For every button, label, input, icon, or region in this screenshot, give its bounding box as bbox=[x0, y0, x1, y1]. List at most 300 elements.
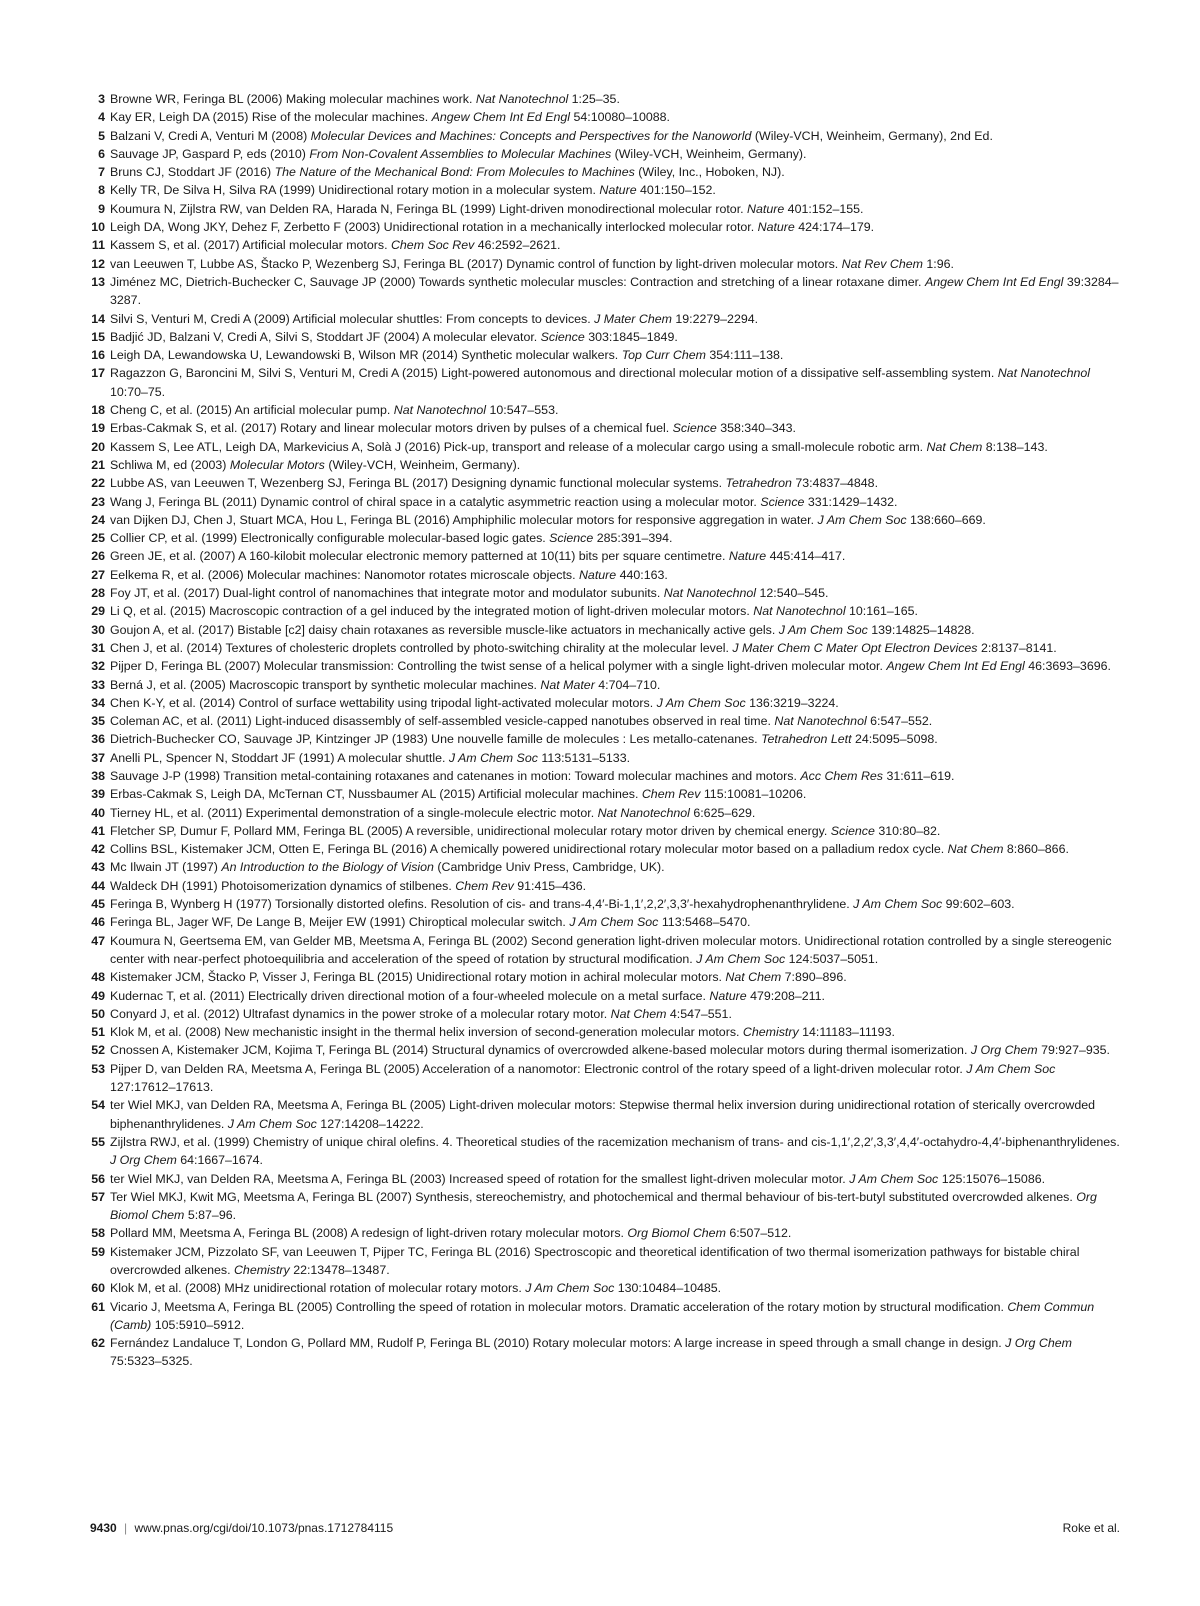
reference-text bbox=[110, 822, 1120, 840]
reference-text bbox=[110, 1005, 1120, 1023]
reference-citation: Leigh DA, Lewandowska U, Lewandowski B, Wilson MR (2014) Synthetic molecular walkers. bbox=[110, 348, 622, 363]
reference-volume-pages: 445:414–417. bbox=[766, 549, 846, 564]
reference-text bbox=[110, 474, 1120, 492]
reference-volume-pages: 8:860–866. bbox=[1003, 842, 1069, 857]
reference-text bbox=[110, 346, 1120, 364]
reference-volume-pages: 124:5037–5051. bbox=[785, 951, 879, 966]
reference-source: Nature bbox=[757, 220, 795, 235]
reference-number: 38 bbox=[91, 768, 105, 783]
reference-number: 53 bbox=[91, 1061, 105, 1076]
reference-volume-pages: 479:208–211. bbox=[746, 988, 825, 1003]
page-number: 9430 bbox=[90, 1521, 117, 1535]
reference-number: 54 bbox=[91, 1098, 105, 1113]
reference-volume-pages: 12:540–545. bbox=[756, 586, 829, 601]
reference-number: 20 bbox=[91, 439, 105, 454]
reference-text bbox=[110, 547, 1120, 565]
reference-text bbox=[110, 877, 1120, 895]
reference-volume-pages: 54:10080–10088. bbox=[570, 110, 670, 125]
reference-number: 16 bbox=[91, 348, 105, 363]
reference-number: 27 bbox=[91, 567, 105, 582]
reference-item bbox=[90, 584, 1120, 602]
reference-number: 61 bbox=[91, 1299, 105, 1314]
reference-number: 55 bbox=[91, 1134, 105, 1149]
reference-number: 29 bbox=[91, 604, 105, 619]
reference-volume-pages: 46:2592–2621. bbox=[474, 238, 561, 253]
reference-citation: Cheng C, et al. (2015) An artificial molecular pump. bbox=[110, 403, 394, 418]
reference-volume-pages: 4:547–551. bbox=[666, 1006, 732, 1021]
reference-source: Nat Mater bbox=[540, 677, 595, 692]
reference-text bbox=[110, 1041, 1120, 1059]
reference-item bbox=[90, 621, 1120, 639]
reference-number: 11 bbox=[91, 238, 105, 253]
reference-item bbox=[90, 273, 1120, 310]
reference-number: 43 bbox=[91, 860, 105, 875]
reference-source: Nat Nanotechnol bbox=[393, 403, 487, 418]
reference-volume-pages: (Wiley-VCH, Weinheim, Germany). bbox=[611, 146, 807, 161]
reference-volume-pages: 6:547–552. bbox=[866, 714, 933, 729]
reference-volume-pages: 64:1667–1674. bbox=[176, 1153, 263, 1168]
reference-item bbox=[90, 1060, 1120, 1097]
reference-volume-pages: 113:5468–5470. bbox=[658, 915, 751, 930]
reference-source: Tetrahedron Lett bbox=[761, 732, 852, 747]
reference-citation: Silvi S, Venturi M, Credi A (2009) Artificial molecular shuttles: From concepts to devices. bbox=[110, 311, 595, 326]
reference-text bbox=[110, 1096, 1120, 1133]
reference-text bbox=[110, 493, 1120, 511]
reference-citation: Pijper D, Feringa BL (2007) Molecular transmission: Controlling the twist sense of a helical polymer with a single light-driven molecular motor. bbox=[110, 659, 887, 674]
reference-source: The Nature of the Mechanical Bond: From Molecules to Machines bbox=[274, 165, 635, 180]
reference-text bbox=[110, 181, 1120, 199]
reference-volume-pages: (Wiley-VCH, Weinheim, Germany), 2nd Ed. bbox=[751, 128, 993, 143]
reference-number: 42 bbox=[91, 842, 105, 857]
reference-item bbox=[90, 749, 1120, 767]
reference-item bbox=[90, 310, 1120, 328]
reference-citation: Klok M, et al. (2008) MHz unidirectional rotation of molecular rotary motors. bbox=[110, 1281, 526, 1296]
reference-citation: Badjić JD, Balzani V, Credi A, Silvi S, Stoddart JF (2004) A molecular elevator. bbox=[110, 329, 541, 344]
reference-source: Chem Rev bbox=[455, 878, 514, 893]
reference-citation: Kay ER, Leigh DA (2015) Rise of the molecular machines. bbox=[110, 110, 432, 125]
reference-volume-pages: 401:152–155. bbox=[784, 201, 864, 216]
reference-volume-pages: 22:13478–13487. bbox=[289, 1263, 390, 1277]
reference-volume-pages: 75:5323–5325. bbox=[110, 1354, 193, 1369]
reference-number: 50 bbox=[91, 1006, 105, 1021]
reference-volume-pages: 138:660–669. bbox=[906, 512, 986, 527]
reference-source: From Non-Covalent Assemblies to Molecular Machines bbox=[309, 146, 612, 161]
reference-number: 24 bbox=[91, 512, 105, 527]
reference-item bbox=[90, 474, 1120, 492]
reference-volume-pages: 354:111–138. bbox=[705, 348, 784, 363]
reference-number: 4 bbox=[98, 110, 105, 125]
reference-item bbox=[90, 511, 1120, 529]
reference-text bbox=[110, 328, 1120, 346]
footer-separator: | bbox=[124, 1521, 128, 1535]
reference-text bbox=[110, 932, 1120, 969]
reference-item bbox=[90, 163, 1120, 181]
reference-number: 21 bbox=[91, 457, 105, 472]
reference-volume-pages: 10:161–165. bbox=[845, 604, 918, 619]
reference-citation: Balzani V, Credi A, Venturi M (2008) bbox=[110, 128, 311, 143]
reference-citation: Kassem S, Lee ATL, Leigh DA, Markevicius A, Solà J (2016) Pick-up, transport and release of a molecular cargo using a small-molecule robotic arm. bbox=[110, 439, 927, 454]
reference-item bbox=[90, 858, 1120, 876]
reference-text bbox=[110, 566, 1120, 584]
reference-source: Nature bbox=[599, 183, 637, 198]
reference-citation: Erbas-Cakmak S, Leigh DA, McTernan CT, Nussbaumer AL (2015) Artificial molecular machines. bbox=[110, 787, 642, 802]
reference-text bbox=[110, 236, 1120, 254]
reference-text bbox=[110, 1170, 1120, 1188]
reference-volume-pages: 46:3693–3696. bbox=[1024, 659, 1111, 674]
reference-citation: Collier CP, et al. (1999) Electronically configurable molecular-based logic gates. bbox=[110, 531, 550, 546]
reference-text bbox=[110, 90, 1120, 108]
reference-citation: Koumura N, Geertsema EM, van Gelder MB, Meetsma A, Feringa BL (2002) Second generation light-driven molecular motors. Unidirectional rotation controlled by a single stereogenic center with near-perfect photoequilibria and acceleration of the speed of rotation by structural modification. bbox=[110, 933, 1112, 966]
reference-source: Chemistry bbox=[233, 1263, 290, 1277]
reference-text bbox=[110, 785, 1120, 803]
reference-item bbox=[90, 236, 1120, 254]
reference-volume-pages: 19:2279–2294. bbox=[671, 311, 759, 326]
reference-item bbox=[90, 1298, 1120, 1335]
reference-item bbox=[90, 987, 1120, 1005]
reference-source: J Am Chem Soc bbox=[966, 1061, 1056, 1076]
reference-text bbox=[110, 858, 1120, 876]
reference-citation: Kudernac T, et al. (2011) Electrically driven directional motion of a four-wheeled molecule on a metal surface. bbox=[110, 988, 710, 1003]
reference-citation: Goujon A, et al. (2017) Bistable [c2] daisy chain rotaxanes as reversible muscle-like actuators in mechanically active gels. bbox=[110, 622, 779, 637]
reference-source: J Am Chem Soc bbox=[778, 622, 868, 637]
reference-text bbox=[110, 273, 1120, 310]
reference-source: Angew Chem Int Ed Engl bbox=[431, 110, 571, 125]
reference-item bbox=[90, 1224, 1120, 1242]
reference-volume-pages: 130:10484–10485. bbox=[614, 1281, 722, 1296]
reference-citation: Vicario J, Meetsma A, Feringa BL (2005) Controlling the speed of rotation in molecular motors. Dramatic acceleration of the rotary motion by structural modification. bbox=[110, 1299, 1008, 1314]
reference-item bbox=[90, 822, 1120, 840]
reference-citation: Green JE, et al. (2007) A 160-kilobit molecular electronic memory patterned at 10(11) bits per square centimetre. bbox=[110, 549, 729, 564]
reference-number: 28 bbox=[91, 586, 105, 601]
reference-volume-pages: 8:138–143. bbox=[982, 439, 1048, 454]
reference-item bbox=[90, 785, 1120, 803]
reference-item bbox=[90, 90, 1120, 108]
reference-text bbox=[110, 1334, 1120, 1371]
reference-source: Nat Nanotechnol bbox=[774, 714, 867, 729]
reference-citation: Feringa B, Wynberg H (1977) Torsionally distorted olefins. Resolution of cis- and trans-4,4′-Bi-1,1′,2,2′,3,3′-hexahydrophenanthrylidene. bbox=[110, 897, 854, 912]
reference-item bbox=[90, 932, 1120, 969]
reference-text bbox=[110, 913, 1120, 931]
reference-citation: Schliwa M, ed (2003) bbox=[110, 457, 230, 472]
reference-citation: Ter Wiel MKJ, Kwit MG, Meetsma A, Feringa BL (2007) Synthesis, stereochemistry, and photochemical and thermal behaviour of bis-tert-butyl substituted overcrowded alkenes. bbox=[110, 1189, 1077, 1204]
reference-number: 33 bbox=[91, 677, 105, 692]
reference-citation: Conyard J, et al. (2012) Ultrafast dynamics in the power stroke of a molecular rotary motor. bbox=[110, 1006, 611, 1021]
reference-number: 18 bbox=[91, 403, 105, 418]
reference-citation: Kistemaker JCM, Štacko P, Visser J, Feringa BL (2015) Unidirectional rotary motion in achiral molecular motors. bbox=[110, 970, 726, 985]
reference-item bbox=[90, 346, 1120, 364]
reference-text bbox=[110, 108, 1120, 126]
reference-number: 15 bbox=[91, 329, 105, 344]
reference-number: 59 bbox=[91, 1244, 105, 1259]
reference-text bbox=[110, 456, 1120, 474]
reference-item bbox=[90, 1096, 1120, 1133]
reference-citation: Sauvage JP, Gaspard P, eds (2010) bbox=[110, 146, 310, 161]
reference-citation: Anelli PL, Spencer N, Stoddart JF (1991) A molecular shuttle. bbox=[110, 750, 449, 765]
reference-source: Nat Nanotechnol bbox=[597, 805, 690, 820]
reference-citation: Li Q, et al. (2015) Macroscopic contraction of a gel induced by the integrated motion of light-driven molecular motors. bbox=[110, 604, 754, 619]
reference-citation: Erbas-Cakmak S, et al. (2017) Rotary and linear molecular motors driven by pulses of a chemical fuel. bbox=[110, 421, 673, 436]
reference-item bbox=[90, 602, 1120, 620]
reference-volume-pages: (Cambridge Univ Press, Cambridge, UK). bbox=[433, 860, 665, 875]
reference-volume-pages: 285:391–394. bbox=[593, 531, 673, 546]
reference-volume-pages: 125:15076–15086. bbox=[938, 1171, 1046, 1186]
reference-source: Org Biomol Chem bbox=[110, 1189, 1097, 1223]
reference-source: Acc Chem Res bbox=[800, 768, 883, 783]
reference-citation: Browne WR, Feringa BL (2006) Making molecular machines work. bbox=[110, 92, 476, 106]
reference-volume-pages: 105:5910–5912. bbox=[151, 1317, 245, 1332]
reference-citation: Fletcher SP, Dumur F, Pollard MM, Feringa BL (2005) A reversible, unidirectional molecular rotary motor driven by chemical energy. bbox=[110, 823, 831, 838]
reference-number: 8 bbox=[98, 183, 105, 198]
reference-text bbox=[110, 145, 1120, 163]
reference-volume-pages: 24:5095–5098. bbox=[851, 732, 938, 747]
reference-text bbox=[110, 1224, 1120, 1242]
reference-citation: Chen J, et al. (2014) Textures of cholesteric droplets controlled by photo-switching chirality at the molecular level. bbox=[110, 640, 733, 655]
reference-citation: Sauvage J-P (1998) Transition metal-containing rotaxanes and catenanes in motion: Toward molecular machines and motors. bbox=[110, 768, 801, 783]
reference-text bbox=[110, 1060, 1120, 1097]
reference-number: 39 bbox=[91, 787, 105, 802]
reference-text bbox=[110, 602, 1120, 620]
reference-text bbox=[110, 676, 1120, 694]
reference-item bbox=[90, 218, 1120, 236]
footer-left bbox=[90, 1521, 393, 1535]
reference-text bbox=[110, 730, 1120, 748]
reference-volume-pages: 136:3219–3224. bbox=[745, 695, 839, 710]
reference-citation: Foy JT, et al. (2017) Dual-light control of nanomachines that integrate motor and modulator subunits. bbox=[110, 586, 664, 601]
reference-item bbox=[90, 108, 1120, 126]
reference-volume-pages: 1:96. bbox=[922, 256, 954, 271]
doi-link[interactable]: www.pnas.org/cgi/doi/10.1073/pnas.1712784115 bbox=[134, 1521, 394, 1535]
reference-text bbox=[110, 1243, 1120, 1280]
reference-item bbox=[90, 804, 1120, 822]
reference-source: J Org Chem bbox=[1005, 1336, 1072, 1351]
reference-item bbox=[90, 1170, 1120, 1188]
reference-text bbox=[110, 255, 1120, 273]
reference-text bbox=[110, 767, 1120, 785]
reference-item bbox=[90, 493, 1120, 511]
reference-citation: Klok M, et al. (2008) New mechanistic insight in the thermal helix inversion of second-generation molecular motors. bbox=[110, 1025, 743, 1040]
reference-citation: Chen K-Y, et al. (2014) Control of surface wettability using tripodal light-activated molecular motors. bbox=[110, 695, 657, 710]
reference-volume-pages: 31:611–619. bbox=[883, 768, 955, 783]
reference-source: Top Curr Chem bbox=[621, 348, 706, 363]
reference-item bbox=[90, 1041, 1120, 1059]
reference-item bbox=[90, 529, 1120, 547]
reference-volume-pages: 2:8137–8141. bbox=[977, 640, 1057, 655]
reference-number: 19 bbox=[91, 421, 105, 436]
reference-text bbox=[110, 200, 1120, 218]
reference-source: Org Biomol Chem bbox=[627, 1226, 726, 1241]
reference-number: 13 bbox=[91, 274, 105, 289]
reference-text bbox=[110, 310, 1120, 328]
reference-source: Nat Nanotechnol bbox=[753, 604, 846, 619]
reference-citation: Kassem S, et al. (2017) Artificial molecular motors. bbox=[110, 238, 391, 253]
reference-item bbox=[90, 694, 1120, 712]
reference-volume-pages: (Wiley, Inc., Hoboken, NJ). bbox=[634, 165, 785, 180]
reference-volume-pages: 127:17612–17613. bbox=[110, 1080, 214, 1095]
reference-source: Nat Nanotechnol bbox=[475, 92, 569, 106]
reference-text bbox=[110, 639, 1120, 657]
reference-source: Nat Chem bbox=[610, 1006, 667, 1021]
reference-source: Nat Nanotechnol bbox=[663, 586, 757, 601]
reference-number: 37 bbox=[91, 750, 105, 765]
reference-citation: Leigh DA, Wong JKY, Dehez F, Zerbetto F (2003) Unidirectional rotation in a mechanically interlocked molecular rotor. bbox=[110, 220, 758, 235]
reference-source: Science bbox=[760, 494, 805, 509]
reference-number: 58 bbox=[91, 1226, 105, 1241]
reference-number: 34 bbox=[91, 695, 105, 710]
reference-citation: Jiménez MC, Dietrich-Buchecker C, Sauvage JP (2000) Towards synthetic molecular muscles: Contraction and stretching of a linear rotaxane dimer. bbox=[110, 274, 925, 289]
reference-number: 44 bbox=[91, 878, 105, 893]
reference-text bbox=[110, 987, 1120, 1005]
reference-volume-pages: 99:602–603. bbox=[942, 897, 1015, 912]
reference-text bbox=[110, 364, 1120, 401]
reference-number: 32 bbox=[91, 659, 105, 674]
reference-volume-pages: 4:704–710. bbox=[594, 677, 661, 692]
reference-text bbox=[110, 1298, 1120, 1335]
page-footer bbox=[90, 1521, 1120, 1535]
reference-citation: van Dijken DJ, Chen J, Stuart MCA, Hou L, Feringa BL (2016) Amphiphilic molecular motors for responsive aggregation in water. bbox=[110, 512, 818, 527]
reference-number: 47 bbox=[91, 933, 105, 948]
reference-item bbox=[90, 895, 1120, 913]
reference-citation: Bruns CJ, Stoddart JF (2016) bbox=[110, 165, 275, 180]
reference-item bbox=[90, 401, 1120, 419]
reference-list bbox=[90, 90, 1120, 1371]
reference-volume-pages: 331:1429–1432. bbox=[804, 494, 898, 509]
reference-source: J Am Chem Soc bbox=[525, 1281, 615, 1296]
reference-item bbox=[90, 657, 1120, 675]
reference-source: J Am Chem Soc bbox=[849, 1171, 939, 1186]
reference-item bbox=[90, 328, 1120, 346]
reference-source: Tetrahedron bbox=[725, 476, 792, 491]
reference-source: Angew Chem Int Ed Engl bbox=[886, 659, 1025, 674]
reference-item bbox=[90, 255, 1120, 273]
reference-volume-pages: 358:340–343. bbox=[716, 421, 796, 436]
reference-citation: Collins BSL, Kistemaker JCM, Otten E, Feringa BL (2016) A chemically powered unidirectional rotary molecular motor based on a palladium redox cycle. bbox=[110, 842, 948, 857]
reference-number: 60 bbox=[91, 1281, 105, 1296]
reference-text bbox=[110, 529, 1120, 547]
reference-source: J Mater Chem bbox=[594, 311, 672, 326]
reference-citation: Coleman AC, et al. (2011) Light-induced disassembly of self-assembled vesicle-capped nanotubes observed in real time. bbox=[110, 714, 775, 729]
reference-source: J Org Chem bbox=[110, 1153, 177, 1168]
reference-volume-pages: 310:80–82. bbox=[874, 823, 941, 838]
reference-source: Nature bbox=[728, 549, 767, 564]
reference-text bbox=[110, 401, 1120, 419]
reference-number: 52 bbox=[91, 1043, 105, 1058]
reference-volume-pages: 6:507–512. bbox=[725, 1226, 792, 1241]
reference-item bbox=[90, 639, 1120, 657]
reference-volume-pages: 424:174–179. bbox=[794, 220, 875, 235]
reference-item bbox=[90, 840, 1120, 858]
reference-volume-pages: 303:1845–1849. bbox=[584, 329, 678, 344]
reference-source: Chem Commun (Camb) bbox=[110, 1299, 1095, 1332]
reference-citation: Zijlstra RWJ, et al. (1999) Chemistry of unique chiral olefins. 4. Theoretical studies of the racemization mechanism of trans- and cis-1,1′,2,2′,3,3′,4,4′-octahydro-4,4′-biphenanthrylidenes. bbox=[110, 1134, 1120, 1149]
reference-citation: Kistemaker JCM, Pizzolato SF, van Leeuwen T, Pijper TC, Feringa BL (2016) Spectroscopic and theoretical identification of two thermal isomerization pathways for bistable chiral overcrowded alkenes. bbox=[110, 1244, 1080, 1277]
reference-number: 7 bbox=[98, 165, 105, 180]
reference-source: Nature bbox=[747, 201, 785, 216]
reference-number: 6 bbox=[98, 146, 105, 161]
reference-item bbox=[90, 1133, 1120, 1170]
reference-source: An Introduction to the Biology of Vision bbox=[221, 860, 434, 875]
reference-text bbox=[110, 1133, 1120, 1170]
reference-source: J Am Chem Soc bbox=[696, 951, 786, 966]
reference-volume-pages: 139:14825–14828. bbox=[867, 622, 975, 637]
reference-number: 12 bbox=[91, 256, 105, 271]
reference-volume-pages: 5:87–96. bbox=[184, 1208, 237, 1223]
reference-text bbox=[110, 694, 1120, 712]
reference-source: Nature bbox=[578, 567, 617, 582]
reference-text bbox=[110, 218, 1120, 236]
reference-item bbox=[90, 456, 1120, 474]
reference-item bbox=[90, 968, 1120, 986]
reference-citation: van Leeuwen T, Lubbe AS, Štacko P, Wezenberg SJ, Feringa BL (2017) Dynamic control of function by light-driven molecular motors. bbox=[110, 256, 842, 271]
reference-volume-pages: 14:11183–11193. bbox=[798, 1025, 895, 1040]
reference-item bbox=[90, 200, 1120, 218]
reference-volume-pages: 115:10081–10206. bbox=[700, 787, 807, 802]
reference-citation: Tierney HL, et al. (2011) Experimental demonstration of a single-molecule electric motor. bbox=[110, 805, 598, 820]
reference-citation: Ragazzon G, Baroncini M, Silvi S, Venturi M, Credi A (2015) Light-powered autonomous and directional molecular motion of a dissipative self-assembling system. bbox=[110, 366, 998, 381]
reference-number: 51 bbox=[91, 1025, 105, 1040]
reference-source: Science bbox=[672, 421, 717, 436]
reference-source: Chem Rev bbox=[641, 787, 701, 802]
reference-citation: Cnossen A, Kistemaker JCM, Kojima T, Feringa BL (2014) Structural dynamics of overcrowded alkene-based molecular motors during thermal isomerization. bbox=[110, 1043, 971, 1058]
reference-item bbox=[90, 1279, 1120, 1297]
reference-volume-pages: 440:163. bbox=[616, 567, 668, 582]
reference-item bbox=[90, 1023, 1120, 1041]
reference-citation: Waldeck DH (1991) Photoisomerization dynamics of stilbenes. bbox=[110, 878, 456, 893]
reference-text bbox=[110, 1188, 1120, 1225]
reference-source: Nat Nanotechnol bbox=[997, 366, 1091, 381]
reference-citation: Feringa BL, Jager WF, De Lange B, Meijer EW (1991) Chiroptical molecular switch. bbox=[110, 915, 570, 930]
reference-item bbox=[90, 913, 1120, 931]
reference-number: 30 bbox=[91, 622, 105, 637]
reference-number: 46 bbox=[91, 915, 105, 930]
reference-item bbox=[90, 438, 1120, 456]
reference-item bbox=[90, 1188, 1120, 1225]
reference-item bbox=[90, 1005, 1120, 1023]
reference-source: Chem Soc Rev bbox=[390, 238, 475, 253]
reference-number: 23 bbox=[91, 494, 105, 509]
reference-number: 25 bbox=[91, 531, 105, 546]
reference-text bbox=[110, 438, 1120, 456]
reference-item bbox=[90, 547, 1120, 565]
reference-item bbox=[90, 767, 1120, 785]
reference-volume-pages: 10:70–75. bbox=[110, 384, 166, 399]
reference-source: Nat Chem bbox=[926, 439, 983, 454]
reference-source: J Org Chem bbox=[970, 1043, 1038, 1058]
reference-volume-pages: 73:4837–4848. bbox=[791, 476, 879, 491]
reference-number: 9 bbox=[98, 201, 105, 216]
reference-volume-pages: 10:547–553. bbox=[486, 403, 559, 418]
reference-citation: Pijper D, van Delden RA, Meetsma A, Feringa BL (2005) Acceleration of a nanomotor: Electronic control of the rotary speed of a light-driven molecular rotor. bbox=[110, 1061, 967, 1076]
reference-source: J Am Chem Soc bbox=[227, 1116, 317, 1131]
reference-source: Nature bbox=[709, 988, 747, 1003]
reference-source: Science bbox=[540, 329, 585, 344]
reference-source: Science bbox=[549, 531, 594, 546]
reference-source: Chemistry bbox=[742, 1025, 799, 1040]
reference-citation: Berná J, et al. (2005) Macroscopic transport by synthetic molecular machines. bbox=[110, 677, 541, 692]
reference-citation: Dietrich-Buchecker CO, Sauvage JP, Kintzinger JP (1983) Une nouvelle famille de molecules : Les metallo-catenanes. bbox=[110, 732, 762, 747]
reference-text bbox=[110, 621, 1120, 639]
reference-source: J Am Chem Soc bbox=[853, 897, 943, 912]
reference-text bbox=[110, 1023, 1120, 1041]
reference-citation: ter Wiel MKJ, van Delden RA, Meetsma A, Feringa BL (2003) Increased speed of rotation for the smallest light-driven molecular motor. bbox=[110, 1171, 850, 1186]
reference-item bbox=[90, 730, 1120, 748]
reference-text bbox=[110, 127, 1120, 145]
reference-text bbox=[110, 584, 1120, 602]
reference-item bbox=[90, 877, 1120, 895]
reference-source: Nat Chem bbox=[947, 842, 1004, 857]
reference-source: Science bbox=[830, 823, 875, 838]
reference-number: 57 bbox=[91, 1189, 105, 1204]
reference-number: 17 bbox=[91, 366, 105, 381]
